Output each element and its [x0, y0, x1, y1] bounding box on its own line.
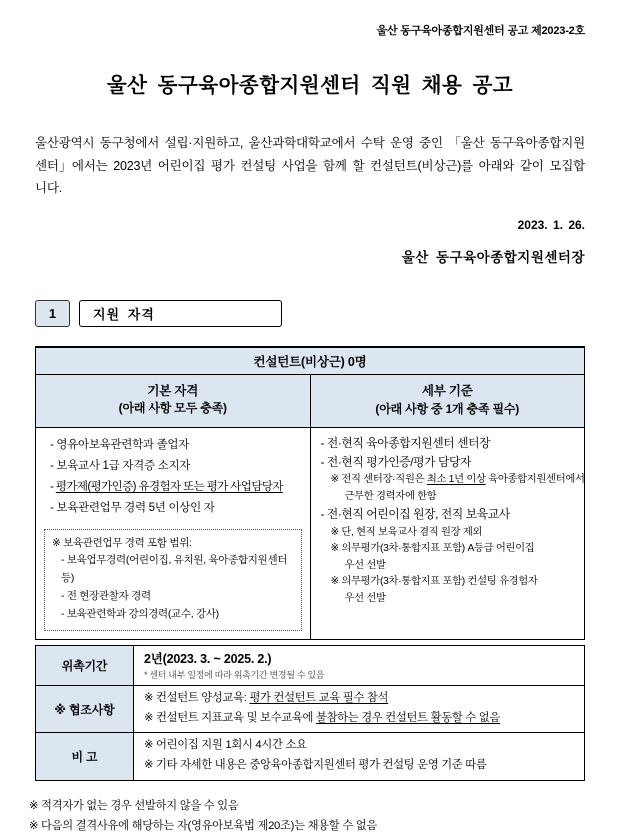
- cooperation-label-cell: ※ 협조사항: [36, 685, 134, 733]
- note-text: ※ 컨설턴트 양성교육:: [144, 691, 250, 704]
- page-title: 울산 동구육아종합지원센터 직원 채용 공고: [106, 74, 514, 97]
- note-line: [319, 472, 585, 488]
- remarks-value-cell: [134, 733, 585, 781]
- section-number-box: 1: [35, 300, 70, 327]
- basic-qualification-header-cell: [36, 374, 311, 427]
- note-line: 근무한 경력자에 한함: [344, 490, 437, 502]
- list-item: - 보육관련학과 강의경력(교수, 강사): [61, 607, 219, 620]
- period-note: * 센터 내부 일정에 따라 위촉기간 변경될 수 있음: [144, 669, 325, 680]
- position-header-cell: 컨설턴트(비상근) 0명: [36, 347, 585, 375]
- document-signer: 울산 동구육아종합지원센터장: [401, 249, 585, 265]
- list-item: - 전·현직 육아종합지원센터 센터장: [320, 435, 491, 450]
- section-title-box: 지원 자격: [79, 300, 282, 327]
- basic-header-title: 기본 자격: [147, 383, 199, 398]
- detail-header-subtitle: (아래 사항 중 1개 충족 필수): [375, 401, 520, 416]
- note-text: 육아종합지원센터에서: [485, 474, 585, 486]
- basic-qualification-cell: [36, 427, 311, 639]
- detail-criteria-cell: [310, 427, 585, 639]
- notice-number: 울산 동구육아종합지원센터 공고 제2023-2호: [376, 25, 585, 37]
- underlined-text: 평가제(평가인증) 유경험자 또는 평가 사업담당자: [55, 481, 283, 494]
- table-row: [36, 347, 585, 375]
- table-row: [36, 427, 585, 639]
- table-row: [36, 733, 585, 781]
- table-row: [36, 645, 585, 685]
- footer-note: ※ 적격자가 없는 경우 선발하지 않을 수 있음: [29, 799, 239, 812]
- table-row: [36, 374, 585, 427]
- terms-table: [35, 645, 585, 781]
- detail-header-title: 세부 기준: [421, 384, 473, 399]
- remarks-label-cell: 비 고: [36, 733, 134, 781]
- footer-notes: [29, 797, 585, 836]
- note-line: ※ 의무평가(3차·통합지표 포함) 컨설팅 유경험자: [330, 576, 538, 588]
- footer-note: ※ 다음의 결격사유에 해당하는 자(영유아보육법 제20조)는 채용할 수 없음: [29, 819, 377, 832]
- underlined-text: 평가 컨설턴트 교육 필수 참석: [249, 691, 389, 704]
- underlined-text: 최소 1년 이상: [426, 474, 486, 486]
- note-line: [144, 689, 576, 709]
- period-label-cell: 위촉기간: [36, 645, 134, 685]
- note-text: ※ 전직 센터장·직원은: [330, 474, 427, 486]
- list-item: - 영유아보육관련학과 졸업자: [50, 438, 190, 451]
- note-line: [144, 709, 576, 729]
- underlined-text: 불참하는 경우 컨설턴트 활동할 수 없음: [315, 711, 500, 724]
- career-scope-box: [44, 529, 302, 631]
- qualification-table: [35, 346, 585, 640]
- list-item: - 전·현직 어린이집 원장, 전직 보육교사: [320, 507, 510, 522]
- note-line: 우선 선발: [344, 592, 386, 604]
- cooperation-value-cell: [134, 685, 585, 733]
- table-row: [36, 685, 585, 733]
- period-value-cell: [134, 645, 585, 685]
- note-text: ※ 컨설턴트 지표교육 및 보수교육에: [144, 711, 316, 724]
- list-item: [44, 477, 302, 498]
- note-line: ※ 단, 현직 보육교사 겸직 원장 제외: [330, 526, 483, 538]
- section-heading: [35, 300, 585, 327]
- note-line: ※ 어린이집 지원 1회시 4시간 소요: [144, 739, 307, 752]
- detail-criteria-header-cell: [310, 374, 585, 427]
- note-line: ※ 의무평가(3차·통합지표 포함) A등급 어린이집: [330, 543, 535, 555]
- note-line: ※ 기타 자세한 내용은 중앙육아종합지원센터 평가 컨설팅 운영 기준 따름: [144, 759, 487, 772]
- scope-title: ※ 보육관련업무 경력 포함 범위:: [52, 536, 192, 549]
- list-item: - 보육교사 1급 자격증 소지자: [50, 459, 191, 472]
- basic-header-subtitle: (아래 사항 모두 충족): [118, 401, 227, 416]
- period-value: 2년(2023. 3. ~ 2025. 2.): [144, 651, 272, 666]
- note-line: 우선 선발: [344, 559, 386, 571]
- list-item: - 보육업무경력(어린이집, 유치원, 육아종합지원센터 등): [61, 554, 288, 585]
- document-date: 2023. 1. 26.: [517, 217, 585, 232]
- list-item: - 전 현장관찰자 경력: [61, 590, 151, 603]
- list-item-dash: -: [50, 481, 56, 494]
- intro-paragraph: 울산광역시 동구청에서 설립·지원하고, 울산과학대학교에서 수탁 운영 중인 「울산 동구육아종합지원센터」에서는 2023년 어린이집 평가 컨설팅 사업을 함께 할 컨설턴트(비상근)를 아래와 같이 모집합니다.: [35, 136, 585, 195]
- list-item: - 보육관련업무 경력 5년 이상인 자: [50, 502, 215, 515]
- list-item: - 전·현직 평가인증/평가 담당자: [320, 454, 472, 469]
